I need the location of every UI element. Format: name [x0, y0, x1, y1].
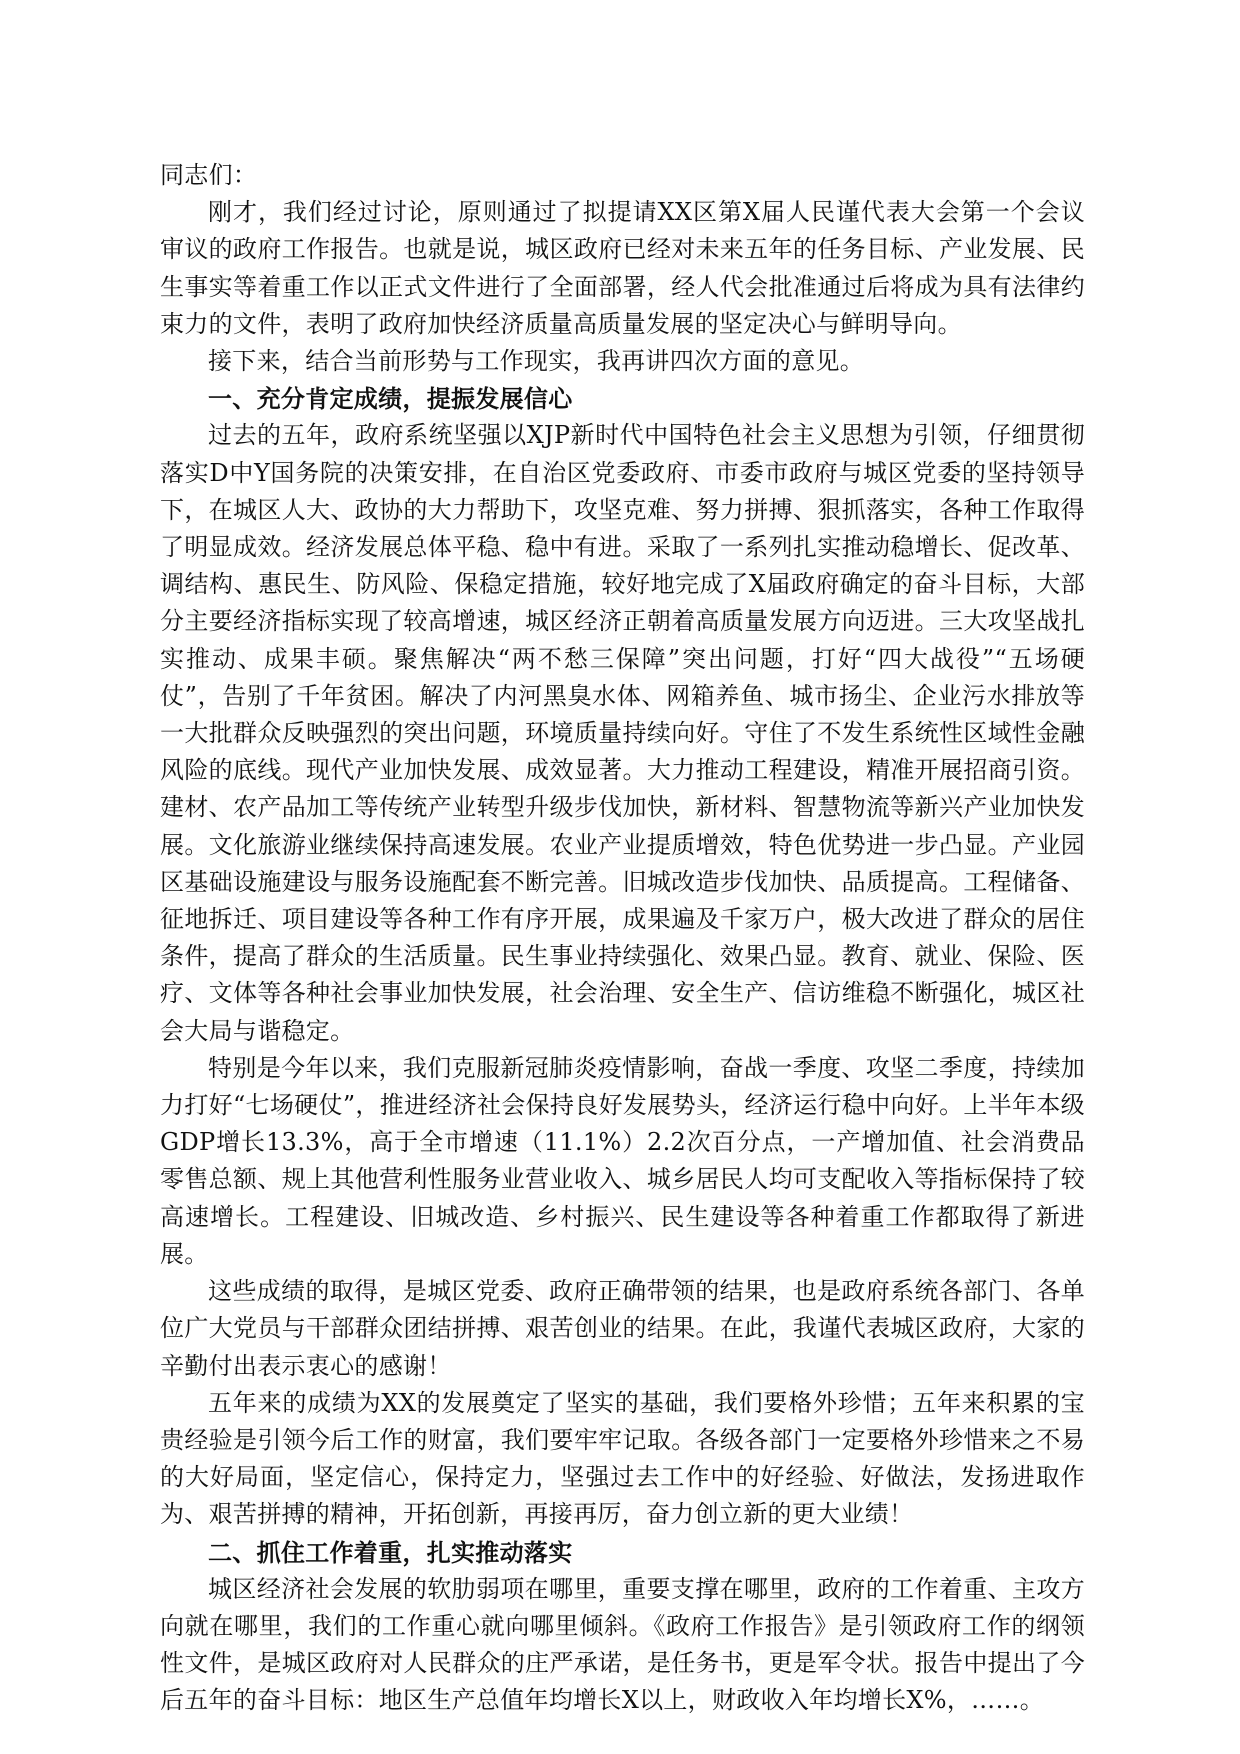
section-1-paragraph-1: 过去的五年，政府系统坚强以XJP新时代中国特色社会主义思想为引领，仔细贯彻落实D中Y国务院的决策安排，在自治区党委政府、市委市政府与城区党委的坚持领导下，在城区人大、政协的大力帮助下，攻坚克难、努力拼搏、狠抓落实，各种工作取得了明显成效。经济发展总体平稳、稳中有进。采取了一系列扎实推动稳增长、促改革、调结构、惠民生、防风险、保稳定措施，较好地完成了X届政府确定的奋斗目标，大部分主要经济指标实现了较高增速，城区经济正朝着高质量发展方向迈进。三大攻坚战扎实推动、成果丰硕。聚焦解决“两不愁三保障”突出问题，打好“四大战役”“五场硬仗”，告别了千年贫困。解决了内河黑臭水体、网箱养鱼、城市扬尘、企业污水排放等一大批群众反映强烈的突出问题，环境质量持续向好。守住了不发生系统性区域性金融风险的底线。现代产业加快发展、成效显著。大力推动工程建设，精准开展招商引资。建材、农产品加工等传统产业转型升级步伐加快，新材料、智慧物流等新兴产业加快发展。文化旅游业继续保持高速发展。农业产业提质增效，特色优势进一步凸显。产业园区基础设施建设与服务设施配套不断完善。旧城改造步伐加快、品质提高。工程储备、征地拆迁、项目建设等各种工作有序开展，成果遍及千家万户，极大改进了群众的居住条件，提高了群众的生活质量。民生事业持续强化、效果凸显。教育、就业、保险、医疗、文体等各种社会事业加快发展，社会治理、安全生产、信访维稳不断强化，城区社会大局与谐稳定。 — [160, 421, 1085, 1045]
section-1-heading: 一、充分肯定成绩，提振发展信心 — [208, 384, 573, 414]
document-page — [160, 157, 1085, 1720]
section-2-paragraph-1: 城区经济社会发展的软肋弱项在哪里，重要支撑在哪里，政府的工作着重、主攻方向就在哪里，我们的工作重心就向哪里倾斜。《政府工作报告》是引领政府工作的纲领性文件，是城区政府对人民群众的庄严承诺，是任务书，更是军令状。报告中提出了今后五年的奋斗目标：地区生产总值年均增长X以上，财政收入年均增长X%，……。 — [160, 1574, 1085, 1715]
intro-paragraph-1: 刚才，我们经过讨论，原则通过了拟提请XX区第X届人民谨代表大会第一个会议审议的政府工作报告。也就是说，城区政府已经对未来五年的任务目标、产业发展、民生事实等着重工作以正式文件进行了全面部署，经人代会批准通过后将成为具有法律约束力的文件，表明了政府加快经济质量高质量发展的坚定决心与鲜明导向。 — [160, 198, 1085, 338]
section-2-heading: 二、抓住工作着重，扎实推动落实 — [208, 1537, 573, 1567]
section-1-paragraph-4: 五年来的成绩为XX的发展奠定了坚实的基础，我们要格外珍惜；五年来积累的宝贵经验是引领今后工作的财富，我们要牢牢记取。各级各部门一定要格外珍惜来之不易的大好局面，坚定信心，保持定力，坚强过去工作中的好经验、好做法，发扬进取作为、艰苦拼搏的精神，开拓创新，再接再厉，奋力创立新的更大业绩！ — [160, 1388, 1085, 1529]
section-1-paragraph-2: 特别是今年以来，我们克服新冠肺炎疫情影响，奋战一季度、攻坚二季度，持续加力打好“七场硬仗”，推进经济社会保持良好发展势头，经济运行稳中向好。上半年本级GDP增长13.3%，高于全市增速（11.1%）2.2次百分点，一产增加值、社会消费品零售总额、规上其他营利性服务业营业收入、城乡居民人均可支配收入等指标保持了较高速增长。工程建设、旧城改造、乡村振兴、民生建设等各种着重工作都取得了新进展。 — [160, 1053, 1085, 1268]
salutation: 同志们： — [160, 161, 258, 189]
intro-paragraph-2: 接下来，结合当前形势与工作现实，我再讲四次方面的意见。 — [208, 347, 865, 376]
section-1-paragraph-3: 这些成绩的取得，是城区党委、政府正确带领的结果，也是政府系统各部门、各单位广大党员与干部群众团结拼搏、艰苦创业的结果。在此，我谨代表城区政府，大家的辛勤付出表示衷心的感谢！ — [160, 1277, 1085, 1380]
